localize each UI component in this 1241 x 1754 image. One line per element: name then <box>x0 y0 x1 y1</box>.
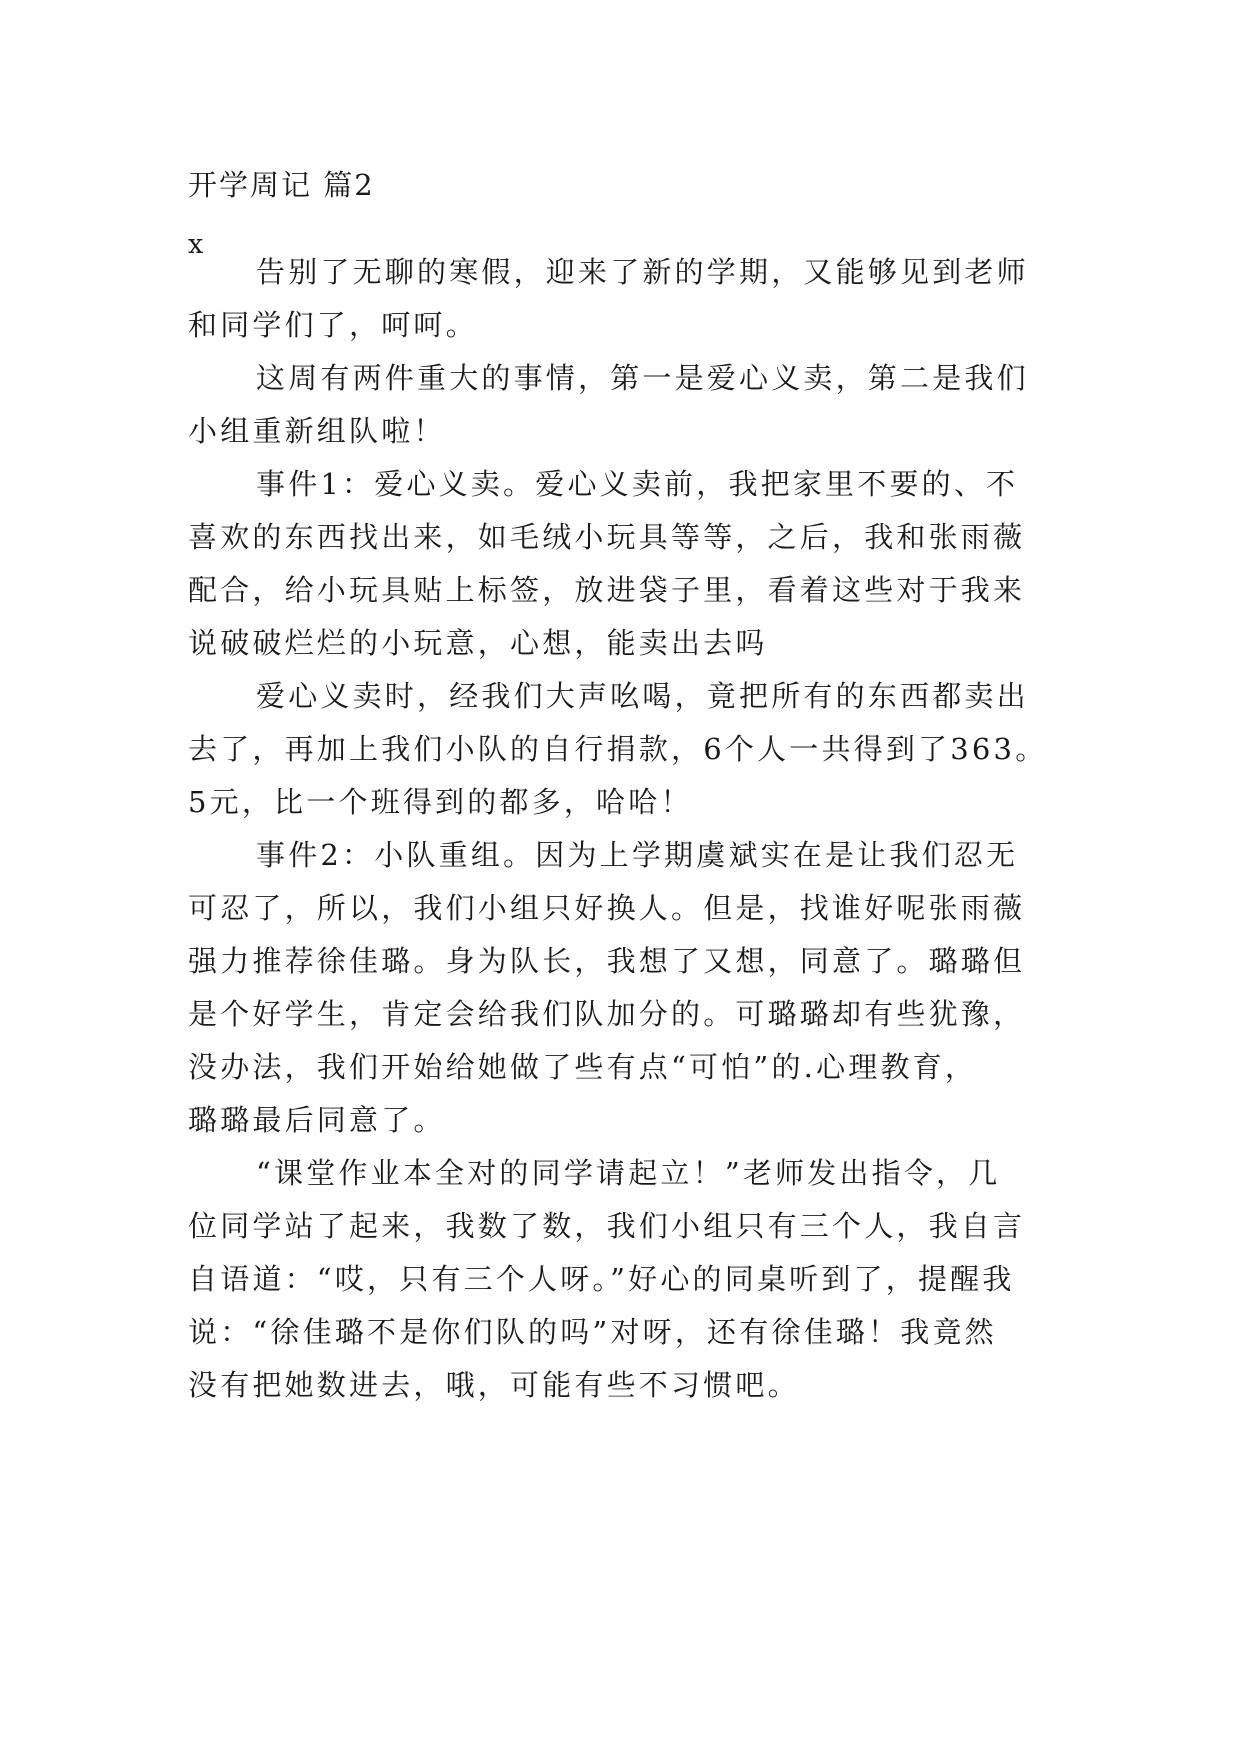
paragraph-line: 爱心义卖时，经我们大声吆喝，竟把所有的东西都卖出 <box>256 679 1029 713</box>
paragraph-line: 5元，比一个班得到的都多，哈哈！ <box>188 785 693 819</box>
paragraph-line: 没有把她数进去，哦，可能有些不习惯吧。 <box>188 1368 800 1402</box>
paragraph-line: 位同学站了起来，我数了数，我们小组只有三个人，我自言 <box>188 1209 1026 1243</box>
paragraph-line: 这周有两件重大的事情，第一是爱心义卖，第二是我们 <box>256 361 1029 395</box>
paragraph-line: 说破破烂烂的小玩意，心想，能卖出去吗 <box>188 626 768 660</box>
document-title: 开学周记 篇2 <box>188 168 375 202</box>
paragraph-line: “课堂作业本全对的同学请起立！”老师发出指令，几 <box>256 1156 1001 1190</box>
paragraph-line: 自语道：“哎，只有三个人呀。”好心的同桌听到了，提醒我 <box>188 1262 1015 1296</box>
paragraph-line: 说：“徐佳璐不是你们队的吗”对呀，还有徐佳璐！我竟然 <box>188 1315 997 1349</box>
paragraph-line: 小组重新组队啦！ <box>188 414 446 448</box>
paragraph-line: 和同学们了，呵呵。 <box>188 308 478 342</box>
paragraph-line: 事件1：爱心义卖。爱心义卖前，我把家里不要的、不 <box>256 467 1019 501</box>
paragraph-line: 是个好学生，肯定会给我们队加分的。可璐璐却有些犹豫， <box>188 997 1026 1031</box>
stray-mark: x <box>188 229 204 260</box>
paragraph-line: 可忍了，所以，我们小组只好换人。但是，找谁好呢张雨薇 <box>188 891 1026 925</box>
paragraph-line: 告别了无聊的寒假，迎来了新的学期，又能够见到老师 <box>256 255 1029 289</box>
paragraph-line: 璐璐最后同意了。 <box>188 1103 446 1137</box>
paragraph-line: 没办法，我们开始给她做了些有点“可怕”的.心理教育， <box>188 1050 978 1084</box>
paragraph-line: 去了，再加上我们小队的自行捐款，6个人一共得到了363。 <box>188 732 1048 766</box>
paragraph-line: 强力推荐徐佳璐。身为队长，我想了又想，同意了。璐璐但 <box>188 944 1026 978</box>
paragraph-line: 配合，给小玩具贴上标签，放进袋子里，看着这些对于我来 <box>188 573 1026 607</box>
paragraph-line: 事件2：小队重组。因为上学期虞斌实在是让我们忍无 <box>256 838 1019 872</box>
paragraph-line: 喜欢的东西找出来，如毛绒小玩具等等，之后，我和张雨薇 <box>188 520 1026 554</box>
